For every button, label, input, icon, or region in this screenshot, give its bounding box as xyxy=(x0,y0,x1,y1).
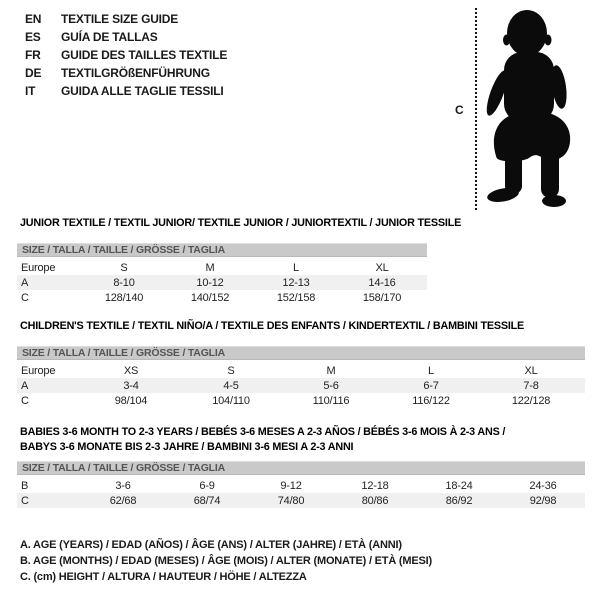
table-cell: 68/74 xyxy=(193,494,221,507)
language-row xyxy=(25,82,227,100)
footnote-b: B. AGE (MONTHS) / EDAD (MESES) / ÂGE (MOIS) / ALTER (MONATE) / ETÀ (MESI) xyxy=(20,555,432,567)
table-cell: 74/80 xyxy=(277,494,305,507)
children-table xyxy=(17,346,585,408)
table-cell: 6-9 xyxy=(199,479,215,492)
table-cell: 7-8 xyxy=(523,379,539,392)
table-cell: 128/140 xyxy=(104,291,144,304)
language-code: DE xyxy=(25,66,42,80)
table-cell: XS xyxy=(123,364,139,377)
size-header-bar xyxy=(17,243,427,257)
language-title: TEXTILE SIZE GUIDE xyxy=(61,12,179,26)
table-cell: L xyxy=(293,261,299,274)
table-cell: 116/122 xyxy=(412,394,450,407)
table-cell: 3-4 xyxy=(123,379,139,392)
size-header-bar xyxy=(17,461,585,475)
footnote-a: A. AGE (YEARS) / EDAD (AÑOS) / ÂGE (ANS) / ALTER (JAHRE) / ETÀ (ANNI) xyxy=(20,539,402,551)
table-row xyxy=(17,378,585,393)
height-measure-label: C xyxy=(455,103,464,117)
table-cell: 8-10 xyxy=(113,276,135,289)
footnotes xyxy=(20,537,432,585)
size-header-bar xyxy=(17,346,585,360)
table-row xyxy=(17,290,427,305)
table-cell: 104/110 xyxy=(212,394,250,407)
table-cell: 92/98 xyxy=(529,494,557,507)
table-cell: 62/68 xyxy=(109,494,137,507)
table-cell: 24-36 xyxy=(529,479,557,492)
language-row xyxy=(25,10,227,28)
language-code: FR xyxy=(25,48,41,62)
language-row xyxy=(25,64,227,82)
language-title: GUIDE DES TAILLES TEXTILE xyxy=(61,48,228,62)
language-code: ES xyxy=(25,30,41,44)
footnote-c: C. (cm) HEIGHT / ALTURA / HAUTEUR / HÖHE / ALTEZZA xyxy=(20,571,307,583)
table-cell: 110/116 xyxy=(312,394,350,407)
table-cell: M xyxy=(205,261,215,274)
table-row xyxy=(17,478,585,493)
height-reference-line xyxy=(475,8,477,210)
babies-table-title-line1: BABIES 3-6 MONTH TO 2-3 YEARS / BEBÉS 3-6 MESES A 2-3 AÑOS / BÉBÉS 3-6 MOIS À 2-3 ANS / xyxy=(20,426,506,438)
row-label-cell: A xyxy=(21,276,29,289)
size-header-label: SIZE / TALLA / TAILLE / GRÖSSE / TAGLIA xyxy=(22,347,225,359)
table-cell: 12-18 xyxy=(361,479,389,492)
language-title: TEXTILGRÖßENFÜHRUNG xyxy=(61,66,210,80)
table-cell: XL xyxy=(375,261,389,274)
table-row xyxy=(17,493,585,508)
table-cell: 14-16 xyxy=(368,276,396,289)
size-header-label: SIZE / TALLA / TAILLE / GRÖSSE / TAGLIA xyxy=(22,244,225,256)
table-cell: 158/170 xyxy=(362,291,402,304)
row-label-cell: Europe xyxy=(21,261,56,274)
language-code: EN xyxy=(25,12,42,26)
row-label-cell: C xyxy=(21,394,29,407)
language-title: GUIDA ALLE TAGLIE TESSILI xyxy=(61,84,224,98)
table-cell: 122/128 xyxy=(511,394,551,407)
baby-silhouette-icon xyxy=(482,8,572,208)
table-cell: 5-6 xyxy=(323,379,339,392)
table-row xyxy=(17,363,585,378)
language-code: IT xyxy=(25,84,36,98)
table-row xyxy=(17,260,427,275)
table-cell: 80/86 xyxy=(361,494,389,507)
babies-table-title-line2: BABYS 3-6 MONATE BIS 2-3 JAHRE / BAMBINI 3-6 MESI A 2-3 ANNI xyxy=(20,441,354,453)
table-cell: 4-5 xyxy=(223,379,239,392)
table-cell: S xyxy=(227,364,235,377)
children-table-title: CHILDREN'S TEXTILE / TEXTIL NIÑO/A / TEXTILE DES ENFANTS / KINDERTEXTIL / BAMBINI TESSILE xyxy=(20,320,525,332)
language-row xyxy=(25,28,227,46)
table-cell: 12-13 xyxy=(282,276,310,289)
table-cell: L xyxy=(428,364,434,377)
babies-table-title xyxy=(20,425,505,455)
row-label-cell: C xyxy=(21,494,29,507)
table-cell: 6-7 xyxy=(423,379,439,392)
language-legend xyxy=(25,10,227,100)
row-label-cell: A xyxy=(21,379,29,392)
row-label-cell: B xyxy=(21,479,29,492)
row-label-cell: Europe xyxy=(21,364,56,377)
language-row xyxy=(25,46,227,64)
table-row xyxy=(17,393,585,408)
table-cell: 152/158 xyxy=(276,291,316,304)
babies-table xyxy=(17,461,585,508)
size-header-label: SIZE / TALLA / TAILLE / GRÖSSE / TAGLIA xyxy=(22,462,225,474)
junior-table xyxy=(17,243,427,305)
table-cell: M xyxy=(326,364,336,377)
language-title: GUÍA DE TALLAS xyxy=(61,30,158,44)
table-cell: 3-6 xyxy=(115,479,131,492)
table-cell: XL xyxy=(524,364,538,377)
table-cell: S xyxy=(120,261,128,274)
table-row xyxy=(17,275,427,290)
table-cell: 86/92 xyxy=(445,494,473,507)
table-cell: 10-12 xyxy=(196,276,224,289)
row-label-cell: C xyxy=(21,291,29,304)
table-cell: 18-24 xyxy=(445,479,473,492)
table-cell: 9-12 xyxy=(280,479,302,492)
table-cell: 140/152 xyxy=(190,291,230,304)
table-cell: 98/104 xyxy=(114,394,148,407)
junior-table-title: JUNIOR TEXTILE / TEXTIL JUNIOR/ TEXTILE JUNIOR / JUNIORTEXTIL / JUNIOR TESSILE xyxy=(20,217,462,229)
